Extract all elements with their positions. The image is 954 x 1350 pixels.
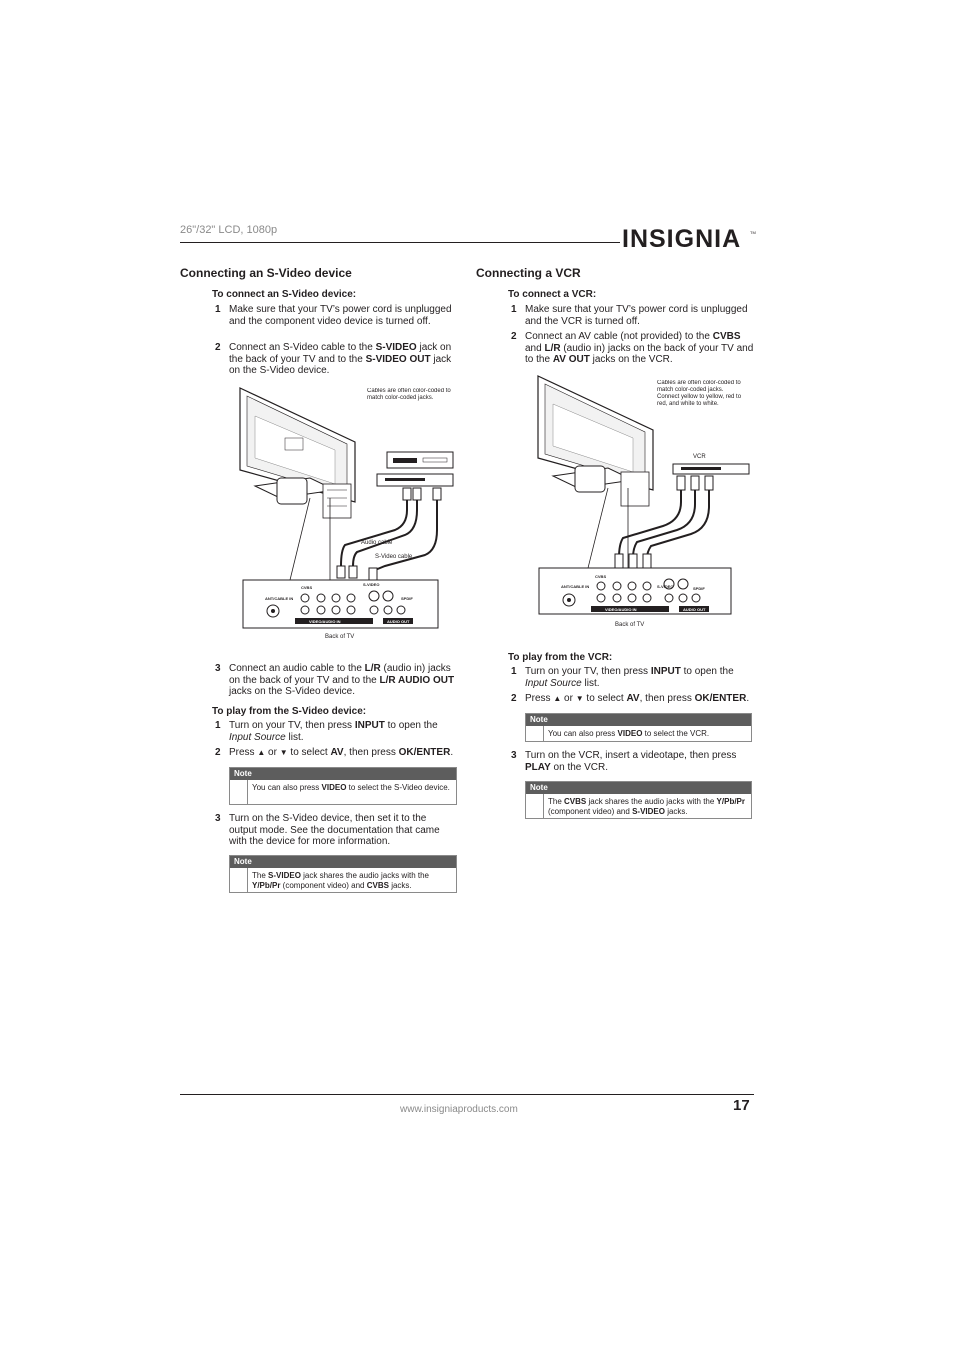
connect-svideo-heading: To connect an S-Video device: (212, 289, 357, 300)
svg-text:VIDEO/AUDIO IN: VIDEO/AUDIO IN (309, 619, 341, 624)
play-svideo-heading: To play from the S-Video device: (212, 706, 367, 717)
note-label: Note (526, 714, 751, 726)
up-arrow-icon: ▲ (553, 694, 562, 703)
down-arrow-icon: ▼ (279, 748, 288, 757)
svg-text:VIDEO/AUDIO IN: VIDEO/AUDIO IN (605, 607, 637, 612)
document-model-header: 26"/32" LCD, 1080p (180, 224, 278, 236)
svg-text:CVBS: CVBS (301, 585, 313, 590)
note-label: Note (230, 768, 456, 780)
svideo-cable-label: S-Video cable (375, 554, 413, 560)
connect-vcr-heading: To connect a VCR: (508, 289, 597, 300)
svideo-connection-diagram (235, 380, 475, 642)
callout-color-coded-vcr: Cables are often color-coded to match color-coded jacks. Connect yellow to yellow, red to red, and white to white. (657, 380, 742, 407)
svg-text:SPDIF: SPDIF (401, 596, 413, 601)
header-rule (180, 242, 620, 243)
note-label: Note (230, 856, 456, 868)
note-box-svideo-2: Note The S-VIDEO jack shares the audio jacks with the Y/Pb/Pr (component video) and CVBS jacks. (229, 855, 457, 893)
back-of-tv-label: Back of TV (325, 634, 355, 640)
footer-rule (180, 1094, 754, 1095)
audio-cable-label: Audio cable (361, 540, 393, 546)
svg-text:S-VIDEO: S-VIDEO (657, 584, 674, 589)
back-of-tv-label: Back of TV (615, 622, 645, 628)
svg-text:ANT/CABLE IN: ANT/CABLE IN (561, 584, 590, 589)
svg-text:TM: TM (750, 230, 756, 235)
insignia-logo (622, 222, 756, 256)
play-vcr-heading: To play from the VCR: (508, 652, 613, 663)
svg-text:AUDIO OUT: AUDIO OUT (683, 607, 706, 612)
svg-text:CVBS: CVBS (595, 574, 607, 579)
vcr-connection-diagram (533, 372, 755, 630)
note-box-vcr-2: Note The CVBS jack shares the audio jacks with the Y/Pb/Pr (component video) and S-VIDEO jacks. (525, 781, 752, 819)
svg-text:AUDIO OUT: AUDIO OUT (387, 619, 410, 624)
note-label: Note (526, 782, 751, 794)
brand-wordmark: INSIGNIA (622, 225, 742, 253)
section-title-svideo: Connecting an S-Video device (180, 266, 352, 280)
up-arrow-icon: ▲ (257, 748, 266, 757)
svg-text:SPDIF: SPDIF (693, 586, 705, 591)
note-box-svideo-1: Note You can also press VIDEO to select the S-Video device. (229, 767, 457, 805)
vcr-label: VCR (693, 454, 706, 460)
down-arrow-icon: ▼ (575, 694, 584, 703)
callout-color-coded: Cables are often color-coded to match color-coded jacks. (367, 388, 451, 401)
footer-website: www.insigniaproducts.com (400, 1104, 518, 1115)
svg-text:ANT/CABLE IN: ANT/CABLE IN (265, 596, 294, 601)
section-title-vcr: Connecting a VCR (476, 266, 581, 280)
svg-text:S-VIDEO: S-VIDEO (363, 582, 380, 587)
note-box-vcr-1: Note You can also press VIDEO to select the VCR. (525, 713, 752, 742)
page-number: 17 (733, 1097, 750, 1114)
